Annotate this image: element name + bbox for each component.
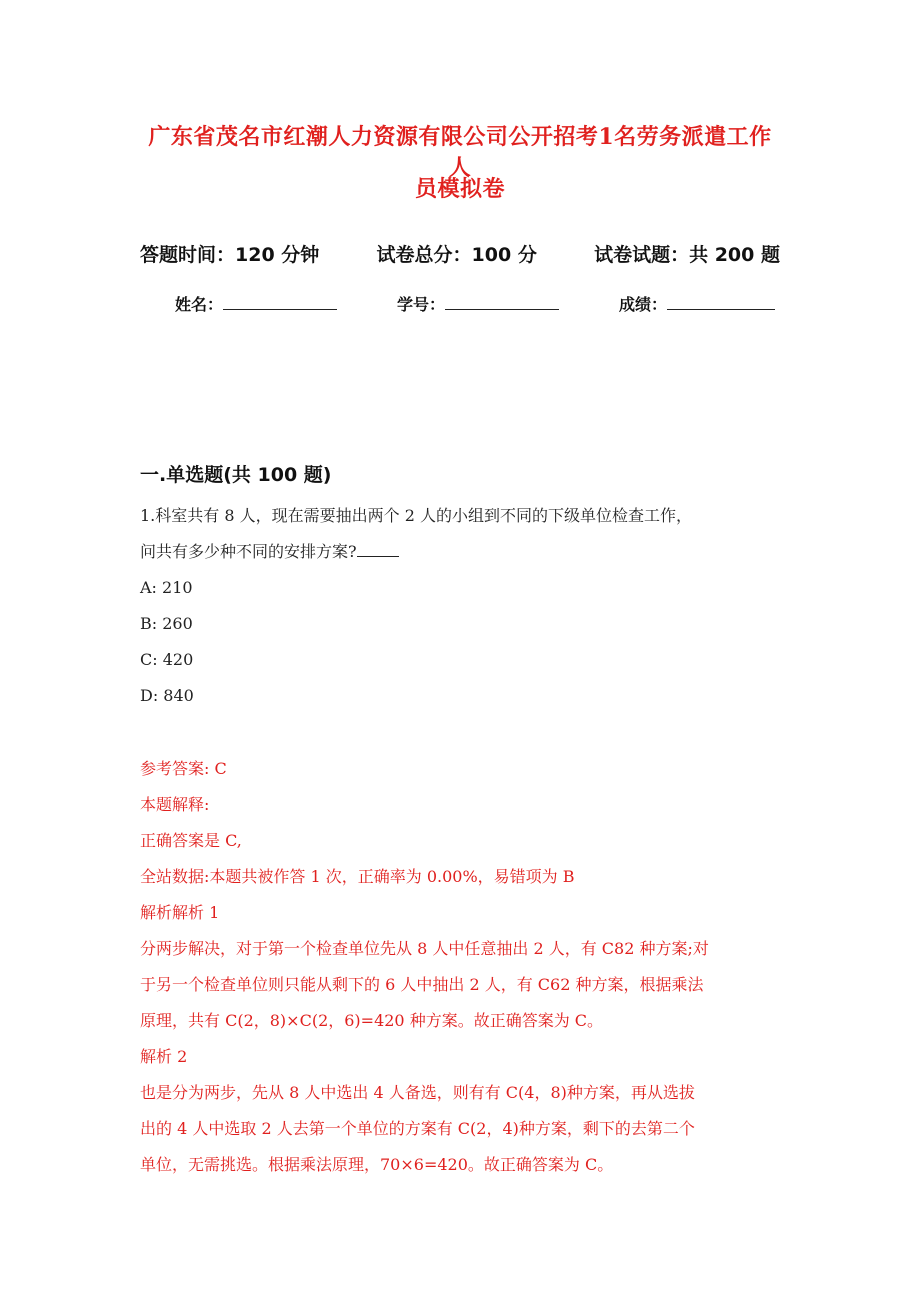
analysis-2-line1: 也是分为两步，先从 8 人中选出 4 人备选，则有有 C(4，8)种方案，再从选拔 [140, 1083, 695, 1102]
question-1-stem-line1: 1.科室共有 8 人，现在需要抽出两个 2 人的小组到不同的下级单位检查工作， [140, 506, 692, 525]
score-field [619, 292, 775, 315]
reference-answer: 参考答案: C [140, 759, 227, 778]
option-a: A: 210 [140, 578, 193, 597]
exam-time: 答题时间：120 分钟 [140, 244, 320, 266]
student-id-field [397, 292, 559, 315]
question-1-stem-line2-wrap [140, 534, 780, 570]
name-label: 姓名： [175, 295, 224, 314]
student-fields [175, 292, 775, 315]
analysis-1-line2: 于另一个检查单位则只能从剩下的 6 人中抽出 2 人，有 C62 种方案，根据乘法 [140, 975, 704, 994]
exam-total-score: 试卷总分：100 分 [376, 244, 537, 266]
exam-title-line1: 广东省茂名市红潮人力资源有限公司公开招考1名劳务派遣工作人 [148, 124, 772, 181]
exam-question-count: 试卷试题：共 200 题 [594, 244, 780, 266]
option-c: C: 420 [140, 650, 194, 669]
score-label: 成绩： [618, 295, 667, 314]
answer-stats: 全站数据:本题共被作答 1 次，正确率为 0.00%，易错项为 B [140, 867, 575, 886]
explanation-label: 本题解释: [140, 795, 210, 814]
section-heading: 一.单选题(共 100 题) [140, 464, 332, 486]
student-id-label: 学号： [396, 295, 445, 314]
name-field [175, 292, 337, 315]
analysis-2-line2: 出的 4 人中选取 2 人去第一个单位的方案有 C(2，4)种方案，剩下的去第二个 [140, 1119, 695, 1138]
analysis-1-line1: 分两步解决，对于第一个检查单位先从 8 人中任意抽出 2 人，有 C82 种方案;对 [140, 939, 709, 958]
analysis-2-label: 解析 2 [140, 1047, 188, 1066]
analysis-1-label: 解析解析 1 [140, 903, 220, 922]
option-b: B: 260 [140, 614, 193, 633]
student-id-blank [445, 295, 559, 310]
answer-blank [357, 542, 399, 557]
analysis-2-line3: 单位，无需挑选。根据乘法原理，70×6=420。故正确答案为 C。 [140, 1155, 614, 1174]
name-blank [223, 295, 337, 310]
question-1-stem-line2: 问共有多少种不同的安排方案? [140, 542, 357, 561]
exam-meta [140, 240, 780, 267]
question-1-stem [140, 498, 780, 570]
option-d: D: 840 [140, 686, 194, 705]
exam-title-line2: 员模拟卷 [414, 176, 505, 202]
score-blank [667, 295, 775, 310]
correct-answer: 正确答案是 C, [140, 831, 242, 850]
analysis-1-line3: 原理，共有 C(2，8)×C(2，6)=420 种方案。故正确答案为 C。 [140, 1011, 604, 1030]
